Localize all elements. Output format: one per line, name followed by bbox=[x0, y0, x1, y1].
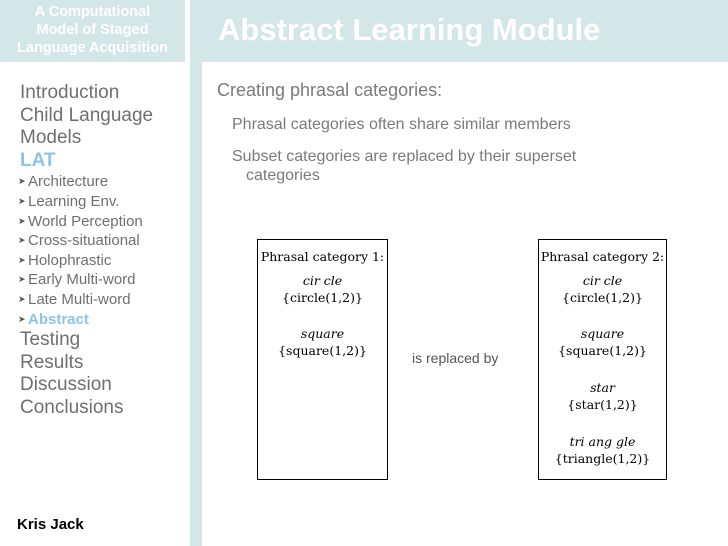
nav-subitem-architecture[interactable] bbox=[18, 172, 153, 192]
nav-subitem-holophrastic[interactable] bbox=[18, 251, 153, 271]
nav-subitem-late-multi-word[interactable] bbox=[18, 290, 153, 310]
sidebar-nav bbox=[20, 82, 153, 420]
replaced-by-label: is replaced by bbox=[412, 350, 499, 366]
arrow-icon: ➤ bbox=[18, 254, 26, 265]
nav-item-conclusions[interactable]: Conclusions bbox=[20, 396, 124, 418]
course-title bbox=[0, 0, 185, 62]
category-predicate: {square(1,2)} bbox=[558, 343, 647, 358]
nav-subitem-label: Cross-situational bbox=[28, 232, 140, 250]
category-word: square bbox=[580, 326, 625, 341]
category-predicate: {square(1,2)} bbox=[278, 343, 367, 358]
phrasal-category-2-box bbox=[538, 239, 667, 480]
nav-item-child-language[interactable]: Child Language bbox=[20, 104, 154, 126]
category-item bbox=[258, 272, 387, 306]
category-predicate: {triangle(1,2)} bbox=[554, 451, 651, 466]
category-title: Phrasal category 2: bbox=[540, 249, 665, 264]
nav-item-models[interactable]: Models bbox=[20, 127, 82, 149]
nav-item-testing[interactable]: Testing bbox=[20, 329, 81, 351]
category-word: cir cle bbox=[582, 273, 623, 288]
category-item bbox=[258, 325, 387, 359]
page-title: Abstract Learning Module bbox=[218, 12, 601, 47]
nav-item-results[interactable]: Results bbox=[20, 351, 84, 373]
arrow-icon: ➤ bbox=[18, 215, 26, 226]
bullet-line: categories bbox=[246, 167, 320, 184]
category-predicate: {circle(1,2)} bbox=[562, 290, 643, 305]
category-item bbox=[539, 272, 666, 306]
course-title-line: Language Acquisition bbox=[17, 40, 168, 56]
arrow-icon: ➤ bbox=[18, 235, 26, 246]
bullet-line: Subset categories are replaced by their superset bbox=[232, 148, 577, 165]
arrow-icon: ➤ bbox=[18, 293, 26, 304]
nav-subitem-label: Late Multi-word bbox=[28, 290, 131, 308]
category-word: star bbox=[590, 380, 615, 395]
author-name: Kris Jack bbox=[17, 516, 84, 533]
category-word: cir cle bbox=[302, 273, 343, 288]
category-item bbox=[539, 433, 666, 467]
nav-subitem-abstract[interactable] bbox=[18, 310, 153, 330]
category-word: tri ang gle bbox=[569, 434, 636, 449]
section-heading: Creating phrasal categories: bbox=[217, 80, 443, 100]
category-item bbox=[539, 379, 666, 413]
nav-subitem-label: Abstract bbox=[28, 310, 89, 328]
nav-subitem-label: World Perception bbox=[28, 212, 143, 230]
category-predicate: {star(1,2)} bbox=[567, 397, 638, 412]
nav-subitem-label: Early Multi-word bbox=[28, 271, 136, 289]
category-word: square bbox=[300, 326, 345, 341]
arrow-icon: ➤ bbox=[18, 274, 26, 285]
category-predicate: {circle(1,2)} bbox=[282, 290, 363, 305]
nav-item-lat[interactable]: LAT bbox=[20, 149, 56, 171]
category-item bbox=[539, 325, 666, 359]
nav-subitem-early-multi-word[interactable] bbox=[18, 270, 153, 290]
course-title-line: A Computational bbox=[34, 4, 151, 20]
nav-subitem-cross-situational[interactable] bbox=[18, 231, 153, 251]
course-title-line: Model of Staged bbox=[36, 22, 149, 38]
nav-subitem-learning-env[interactable] bbox=[18, 192, 153, 212]
nav-item-discussion[interactable]: Discussion bbox=[20, 374, 112, 396]
nav-item-introduction[interactable]: Introduction bbox=[20, 82, 120, 103]
phrasal-category-1-box bbox=[257, 239, 388, 480]
arrow-icon: ➤ bbox=[18, 195, 26, 206]
nav-subitem-label: Architecture bbox=[28, 173, 109, 191]
nav-subitem-label: Holophrastic bbox=[28, 251, 112, 269]
arrow-icon: ➤ bbox=[18, 176, 26, 187]
nav-subitem-label: Learning Env. bbox=[28, 192, 120, 210]
bullet-text bbox=[232, 147, 652, 185]
nav-subitem-world-perception[interactable] bbox=[18, 212, 153, 232]
category-title: Phrasal category 1: bbox=[260, 249, 385, 264]
arrow-icon: ➤ bbox=[18, 313, 26, 324]
sidebar-divider bbox=[190, 0, 202, 546]
bullet-text: Phrasal categories often share similar members bbox=[232, 116, 571, 133]
